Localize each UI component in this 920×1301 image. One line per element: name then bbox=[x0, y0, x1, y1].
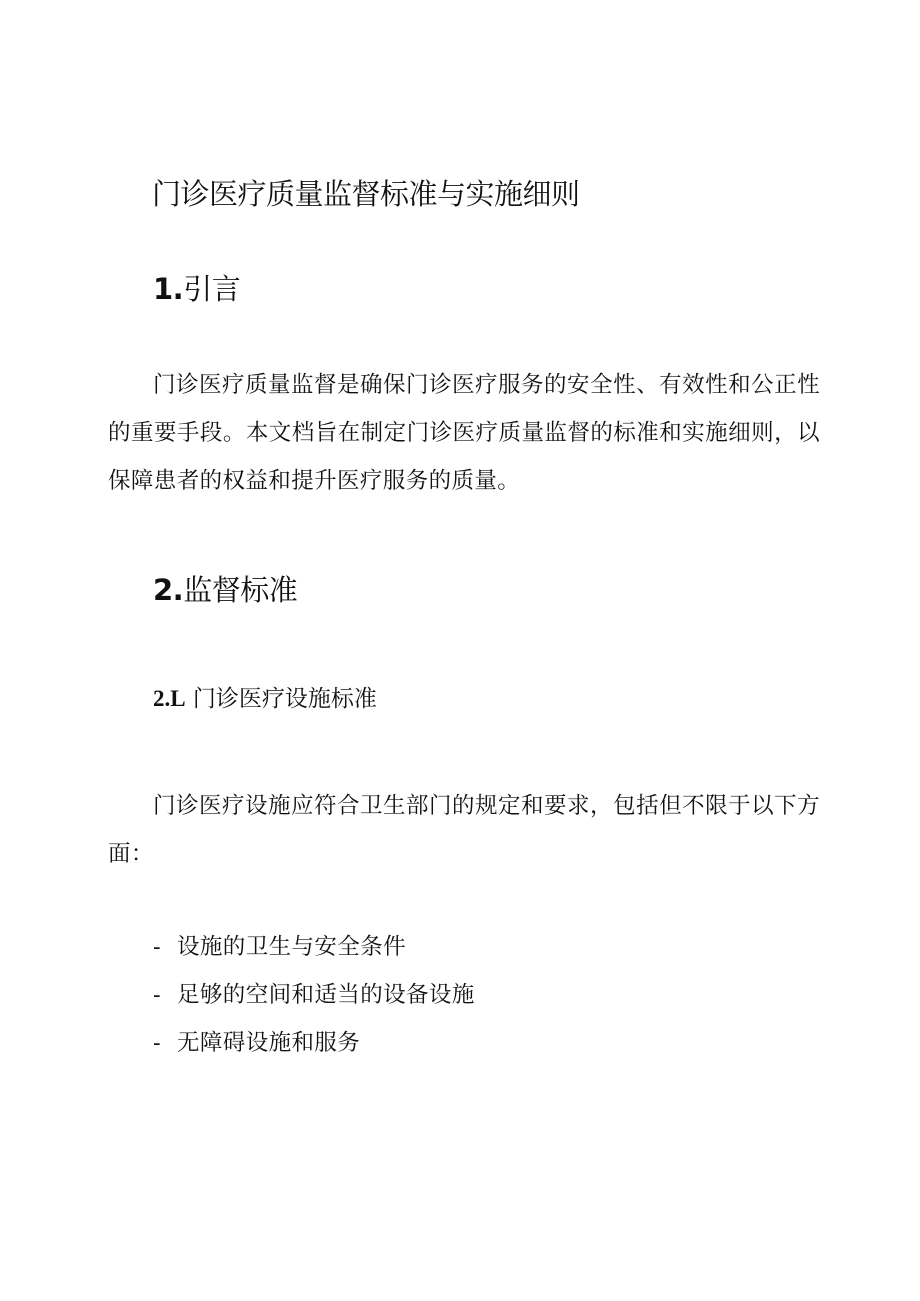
list-item-text: 设施的卫生与安全条件 bbox=[177, 934, 407, 960]
section-number: 1. bbox=[153, 272, 184, 306]
dash-marker: - bbox=[153, 1030, 162, 1056]
subsection-number: 2.L bbox=[153, 686, 186, 711]
list-item-text: 无障碍设施和服务 bbox=[177, 1030, 361, 1056]
list-item bbox=[153, 923, 475, 971]
subsection-heading-facility-standards bbox=[153, 684, 377, 714]
section-heading-introduction bbox=[153, 271, 240, 307]
section-title: 引言 bbox=[183, 272, 241, 306]
section-heading-supervision-standards bbox=[153, 572, 297, 608]
list-item-text: 足够的空间和适当的设备设施 bbox=[177, 982, 475, 1008]
dash-marker: - bbox=[153, 934, 162, 960]
subsection-title: 门诊医疗设施标准 bbox=[192, 686, 377, 712]
list-item bbox=[153, 1019, 475, 1067]
document-title: 门诊医疗质量监督标准与实施细则 bbox=[152, 177, 580, 211]
facility-requirements-list bbox=[153, 923, 475, 1067]
list-item bbox=[153, 971, 475, 1019]
facility-paragraph: 门诊医疗设施应符合卫生部门的规定和要求，包括但不限于以下方面： bbox=[108, 793, 820, 867]
introduction-paragraph: 门诊医疗质量监督是确保门诊医疗服务的安全性、有效性和公正性的重要手段。本文档旨在制定门诊医疗质量监督的标准和实施细则，以保障患者的权益和提升医疗服务的质量。 bbox=[108, 372, 820, 494]
section-number: 2. bbox=[153, 573, 184, 607]
section-title: 监督标准 bbox=[183, 573, 298, 607]
dash-marker: - bbox=[153, 982, 162, 1008]
